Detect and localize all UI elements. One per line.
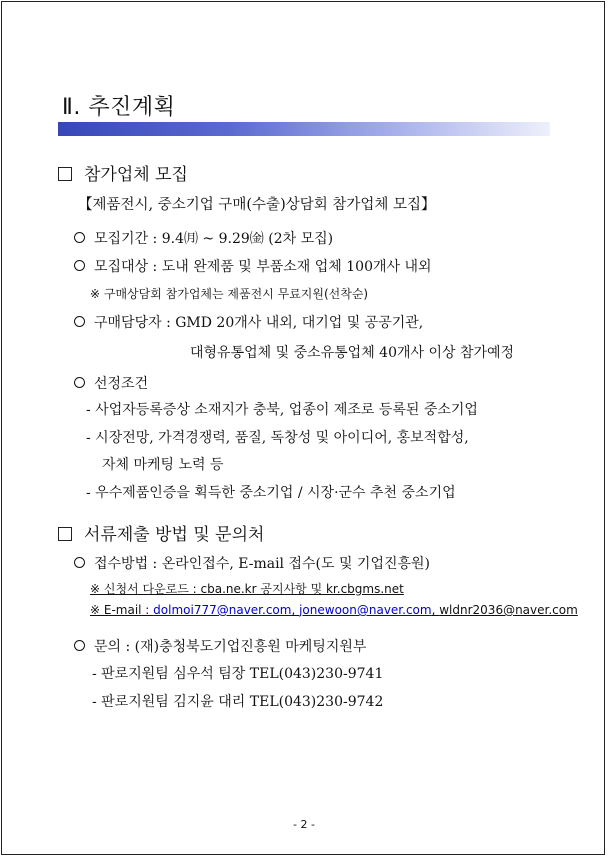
page-heading: Ⅱ. 추진계획: [62, 95, 176, 120]
bullet-circle-icon: [74, 557, 85, 568]
section-submission: [58, 520, 264, 545]
recruit-period: 모집기간 : 9.4㈪ ~ 9.29㈮ (2차 모집): [74, 228, 333, 248]
bullet-circle-icon: [74, 377, 85, 388]
email-line: ※ E-mail : dolmoi777@naver.com, jonewoon@naver.com, wldnr2036@naver.com: [90, 603, 578, 617]
section-title: 참가업체 모집: [84, 165, 188, 185]
contact-item: - 판로지원팀 심우석 팀장 TEL(043)230-9741: [92, 666, 384, 682]
bullet-circle-icon: [74, 640, 85, 651]
section-recruitment: [58, 160, 188, 185]
checkbox-square-icon: [58, 527, 72, 541]
bullet-circle-icon: [74, 316, 85, 327]
criteria-item: - 시장전망, 가격경쟁력, 품질, 독창성 및 아이디어, 홍보적합성,: [86, 430, 469, 446]
section-subtitle: 【제품전시, 중소기업 구매(수출)상담회 참가업체 모집】: [78, 197, 436, 213]
criteria-item: 자체 마케팅 노력 등: [102, 457, 224, 473]
buyer-line-2: 대형유통업체 및 중소유통업체 40개사 이상 참가예정: [190, 345, 515, 361]
checkbox-square-icon: [58, 167, 72, 181]
email-link[interactable]: wldnr2036@naver.com: [439, 603, 578, 617]
heading-gradient-bar: [58, 122, 550, 136]
page-number: - 2 -: [293, 818, 315, 831]
section-title: 서류제출 방법 및 문의처: [84, 525, 265, 545]
criteria-item: - 사업자등록증상 소재지가 충북, 업종이 제조로 등록된 중소기업: [86, 402, 478, 418]
download-note[interactable]: ※ 신청서 다운로드 : cba.ne.kr 공지사항 및 kr.cbgms.net: [90, 582, 404, 596]
bullet-circle-icon: [74, 260, 85, 271]
submission-method: 접수방법 : 온라인접수, E-mail 접수(도 및 기업진흥원): [74, 553, 430, 573]
free-support-note: ※ 구매상담회 참가업체는 제품전시 무료지원(선착순): [90, 287, 369, 301]
email-link[interactable]: dolmoi777@naver.com: [153, 603, 292, 617]
email-link[interactable]: jonewoon@naver.com: [299, 603, 432, 617]
criteria-title: 선정조건: [74, 373, 148, 393]
inquiry-line: 문의 : (재)충청북도기업진흥원 마케팅지원부: [74, 636, 366, 656]
criteria-item: - 우수제품인증을 획득한 중소기업 / 시장·군수 추천 중소기업: [86, 485, 456, 501]
recruit-target: 모집대상 : 도내 완제품 및 부품소재 업체 100개사 내외: [74, 256, 432, 276]
contact-item: - 판로지원팀 김지윤 대리 TEL(043)230-9742: [92, 694, 384, 710]
bullet-circle-icon: [74, 232, 85, 243]
buyer-line-1: 구매담당자 : GMD 20개사 내외, 대기업 및 공공기관,: [74, 312, 423, 332]
